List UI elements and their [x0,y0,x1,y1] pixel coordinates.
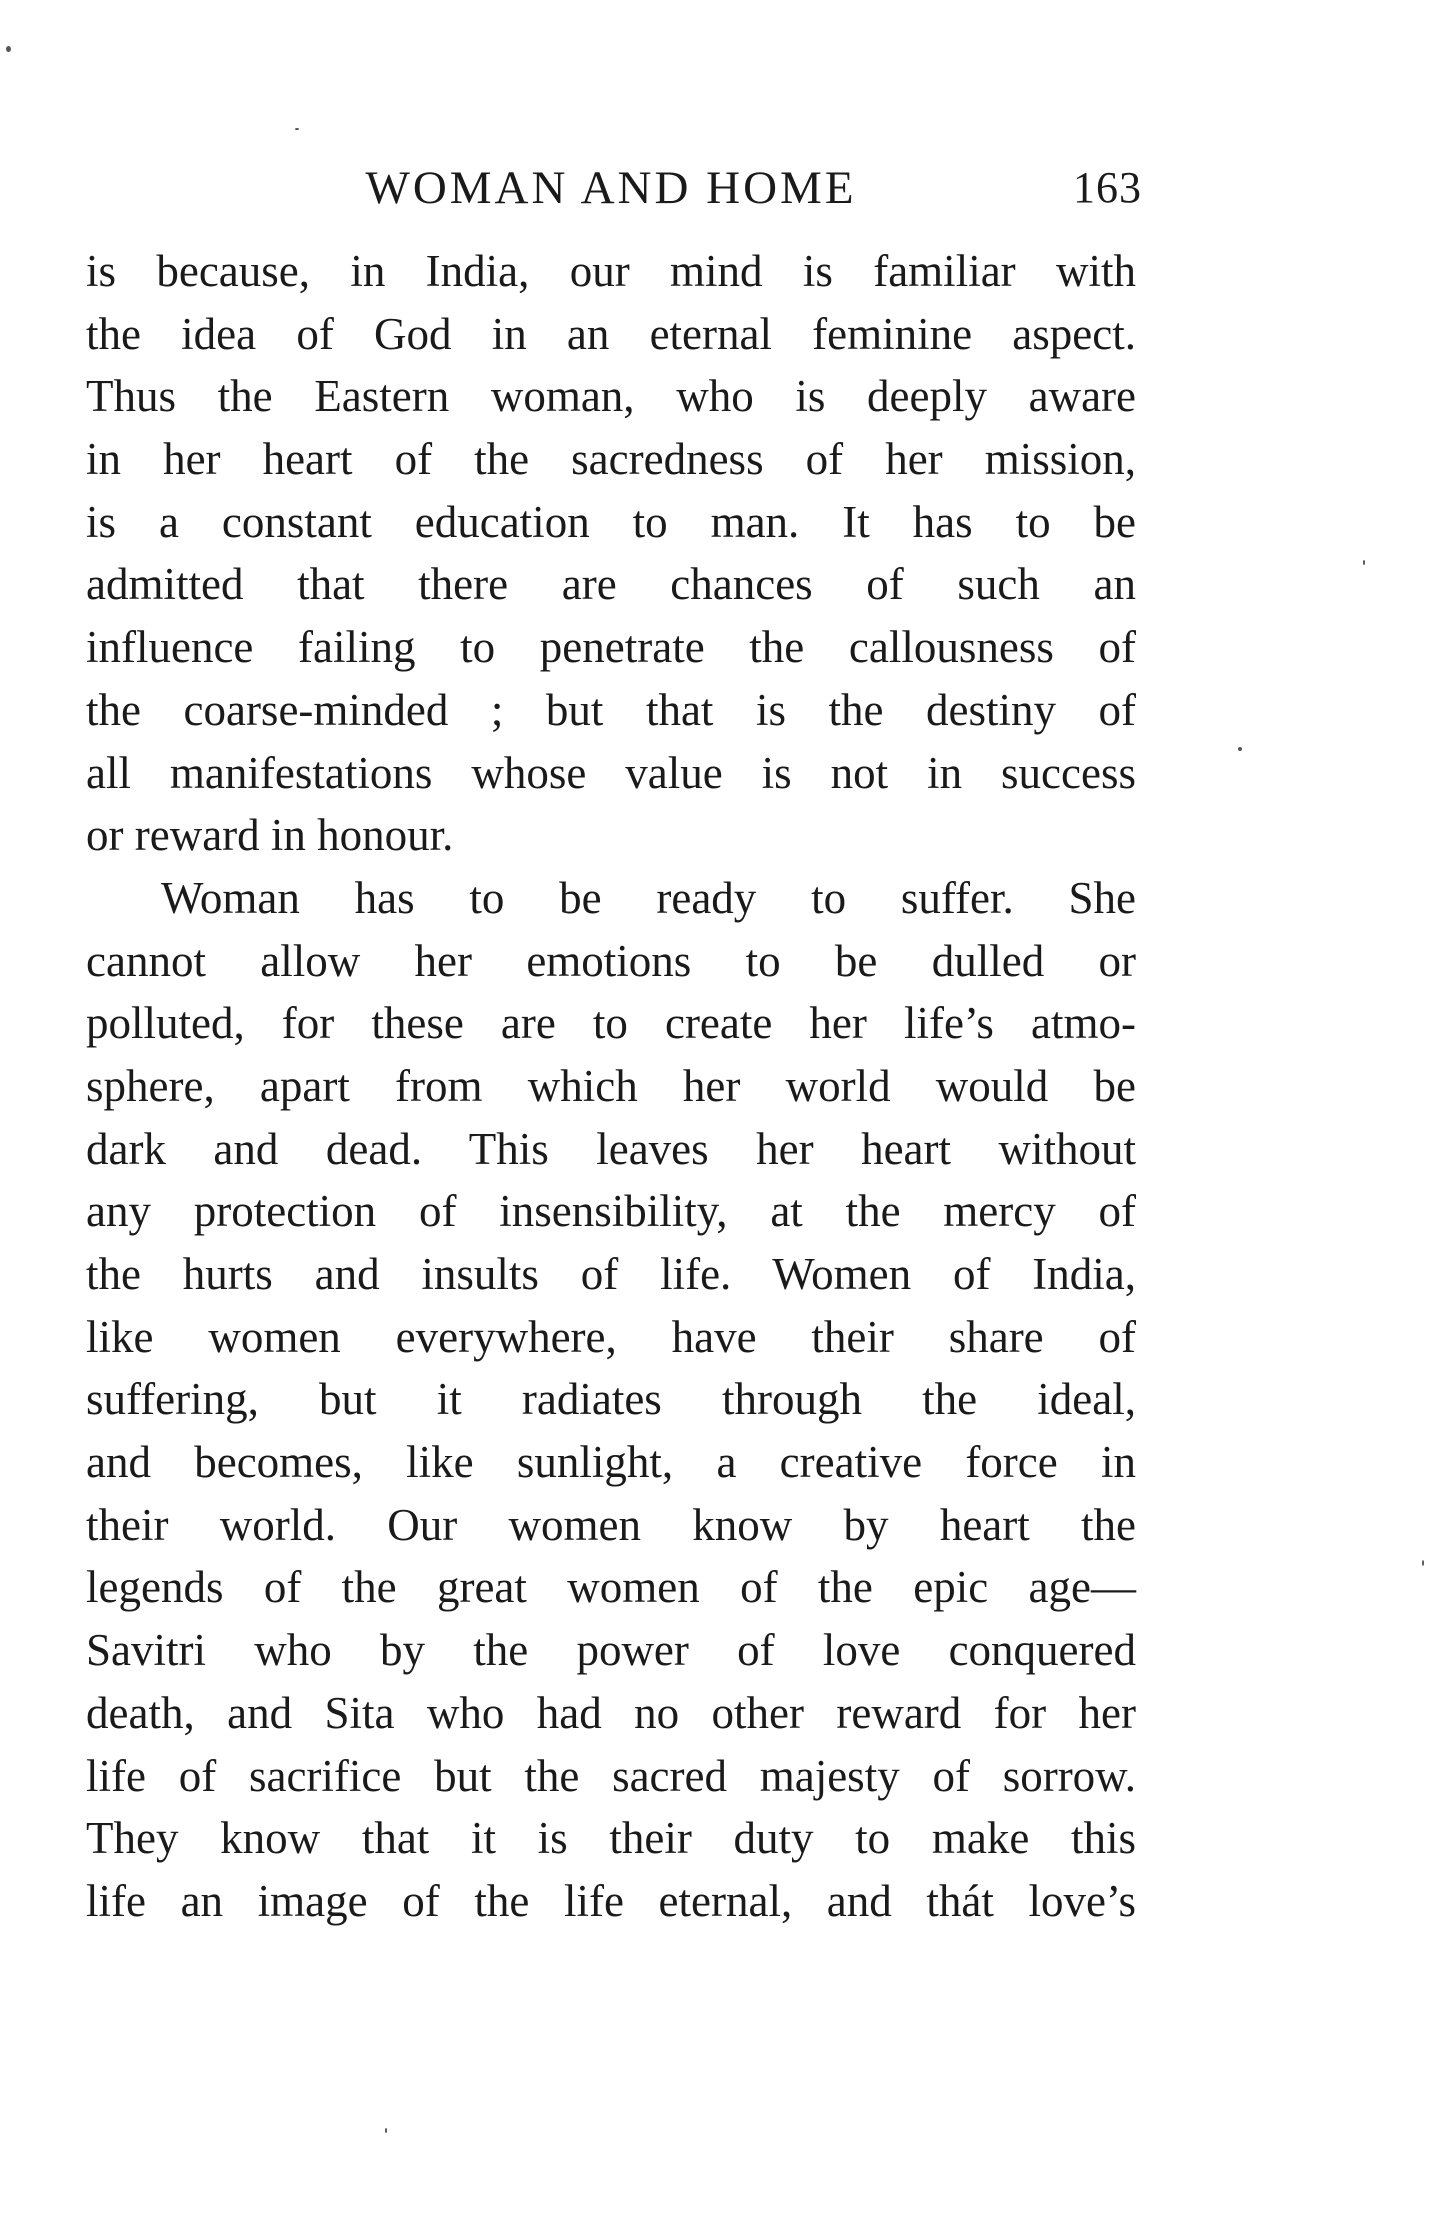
text-line: their world. Our women know by heart the [86,1499,1136,1550]
text-line: dark and dead. This leaves her heart without [86,1123,1136,1174]
text-line: Woman has to be ready to suffer. She [161,872,1136,923]
text-line: sphere, apart from which her world would be [86,1060,1136,1111]
scan-speck [385,2128,387,2133]
text-line: any protection of insensibility, at the mercy of [86,1186,1136,1237]
body-text [86,240,1136,1933]
text-line: all manifestations whose value is not in success [86,747,1136,798]
text-line: They know that it is their duty to make this [86,1813,1136,1864]
scan-speck [6,46,11,52]
paragraph [86,240,1136,867]
text-line: the hurts and insults of life. Women of India, [86,1249,1136,1299]
text-line: cannot allow her emotions to be dulled or [86,935,1136,986]
scan-speck [1422,1560,1424,1566]
text-line: Thus the Eastern woman, who is deeply aware [86,371,1136,422]
text-line: life an image of the life eternal, and thát love’s [86,1875,1136,1926]
text-line: the idea of God in an eternal feminine aspect. [86,308,1136,359]
text-line: is because, in India, our mind is familiar with [86,246,1136,296]
scan-speck [1238,747,1242,751]
paragraph [86,867,1136,1933]
text-line: or reward in honour. [86,810,454,861]
text-line: in her heart of the sacredness of her mission, [86,434,1136,485]
text-line: polluted, for these are to create her life’s atmo- [86,998,1136,1049]
text-line: death, and Sita who had no other reward for her [86,1687,1136,1738]
text-line: like women everywhere, have their share of [86,1311,1136,1362]
text-line: legends of the great women of the epic age— [86,1562,1136,1613]
running-head [86,158,1142,218]
text-line: is a constant education to man. It has to be [86,496,1136,547]
text-line: the coarse-minded ; but that is the destiny of [86,684,1136,735]
text-line: life of sacrifice but the sacred majesty of sorrow. [86,1750,1136,1801]
text-line: and becomes, like sunlight, a creative force in [86,1437,1136,1488]
running-title: WOMAN AND HOME [365,162,857,214]
text-line: suffering, but it radiates through the ideal, [86,1374,1136,1425]
scan-speck [295,128,299,130]
text-line: influence failing to penetrate the callousness of [86,622,1136,673]
page-number: 163 [1073,163,1142,212]
text-line: admitted that there are chances of such an [86,559,1136,610]
text-line: Savitri who by the power of love conquered [86,1625,1136,1676]
scan-speck [1363,560,1365,565]
